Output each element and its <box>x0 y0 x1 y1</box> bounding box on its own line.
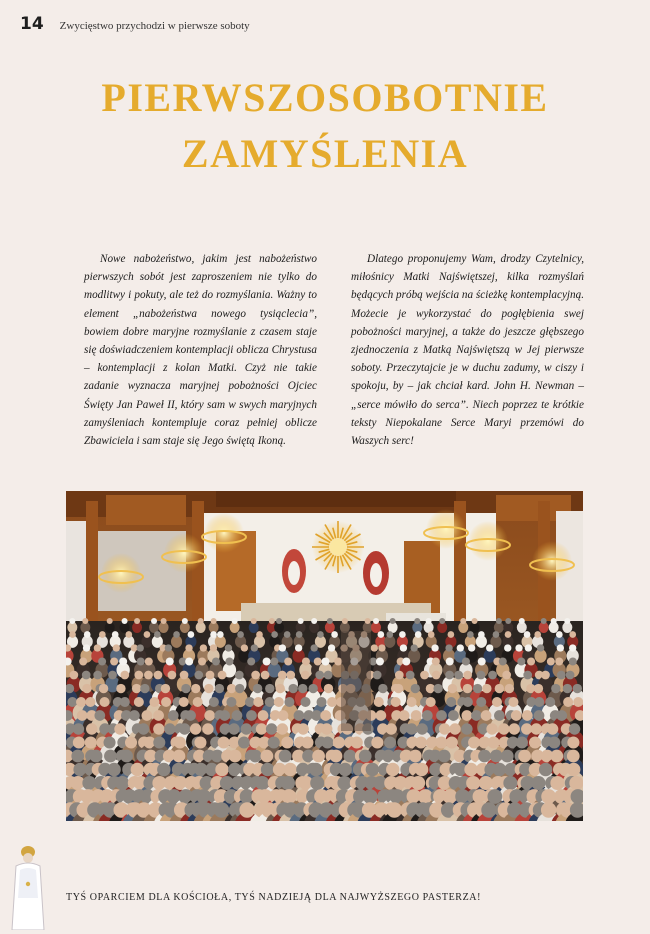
footer-caption: TYŚ OPARCIEM DLA KOŚCIOŁA, TYŚ NADZIEJĄ DLA NAJWYŻSZEGO PASTERZA! <box>66 892 482 903</box>
page-number: 14 <box>20 14 44 34</box>
title-line-1: PIERWSZOSOBOTNIE <box>101 75 549 120</box>
column-left: Nowe nabożeństwo, jakim jest nabożeństwo pierwszych sobót jest zaproszeniem nie tylko do modlitwy i pokuty, ale też do rozmyślania. Ważny to element „nabożeństwa nowego tysiąclecia”, bowiem dobre maryjne rozmyślanie z czasem staje się doświadczeniem kontemplacji oblicza Chrystusa – kontemplacji z kolan Matki. Czyż nie takie zadanie wyznacza maryjnej pobożności Ojciec Święty Jan Paweł II, który sam w swych maryjnych zamyśleniach kontempluje coraz pełniej oblicze Zbawiciela i sam staje się Jego świętą Ikoną. <box>84 253 317 448</box>
church-interior-photo <box>66 491 583 821</box>
page-header <box>20 14 250 38</box>
column-right: Dlatego proponujemy Wam, drodzy Czytelnicy, miłośnicy Matki Najświętszej, kilka rozmyślań będących próbą wejścia na ścieżkę kontemplacyjną. Możecie je wykorzystać do pogłębienia swej pobożności maryjnej, a także do jeszcze głębszego zjednoczenia z Matką Najświętszą w Jej pierwsze soboty. Przeczytajcie je w duchu zadumy, w ciszy i spokoju, by – jak chciał kard. John H. Newman – „serce mówiło do serca”. Niech poprzez te krótkie teksty Niepokalane Serce Maryi przemówi do Waszych serc! <box>351 253 584 448</box>
title-line-2: ZAMYŚLENIA <box>181 131 469 176</box>
article-body <box>84 250 584 450</box>
madonna-statue-icon <box>6 838 50 934</box>
article-title <box>30 72 620 180</box>
running-head: Zwycięstwo przychodzi w pierwsze soboty <box>59 20 250 32</box>
